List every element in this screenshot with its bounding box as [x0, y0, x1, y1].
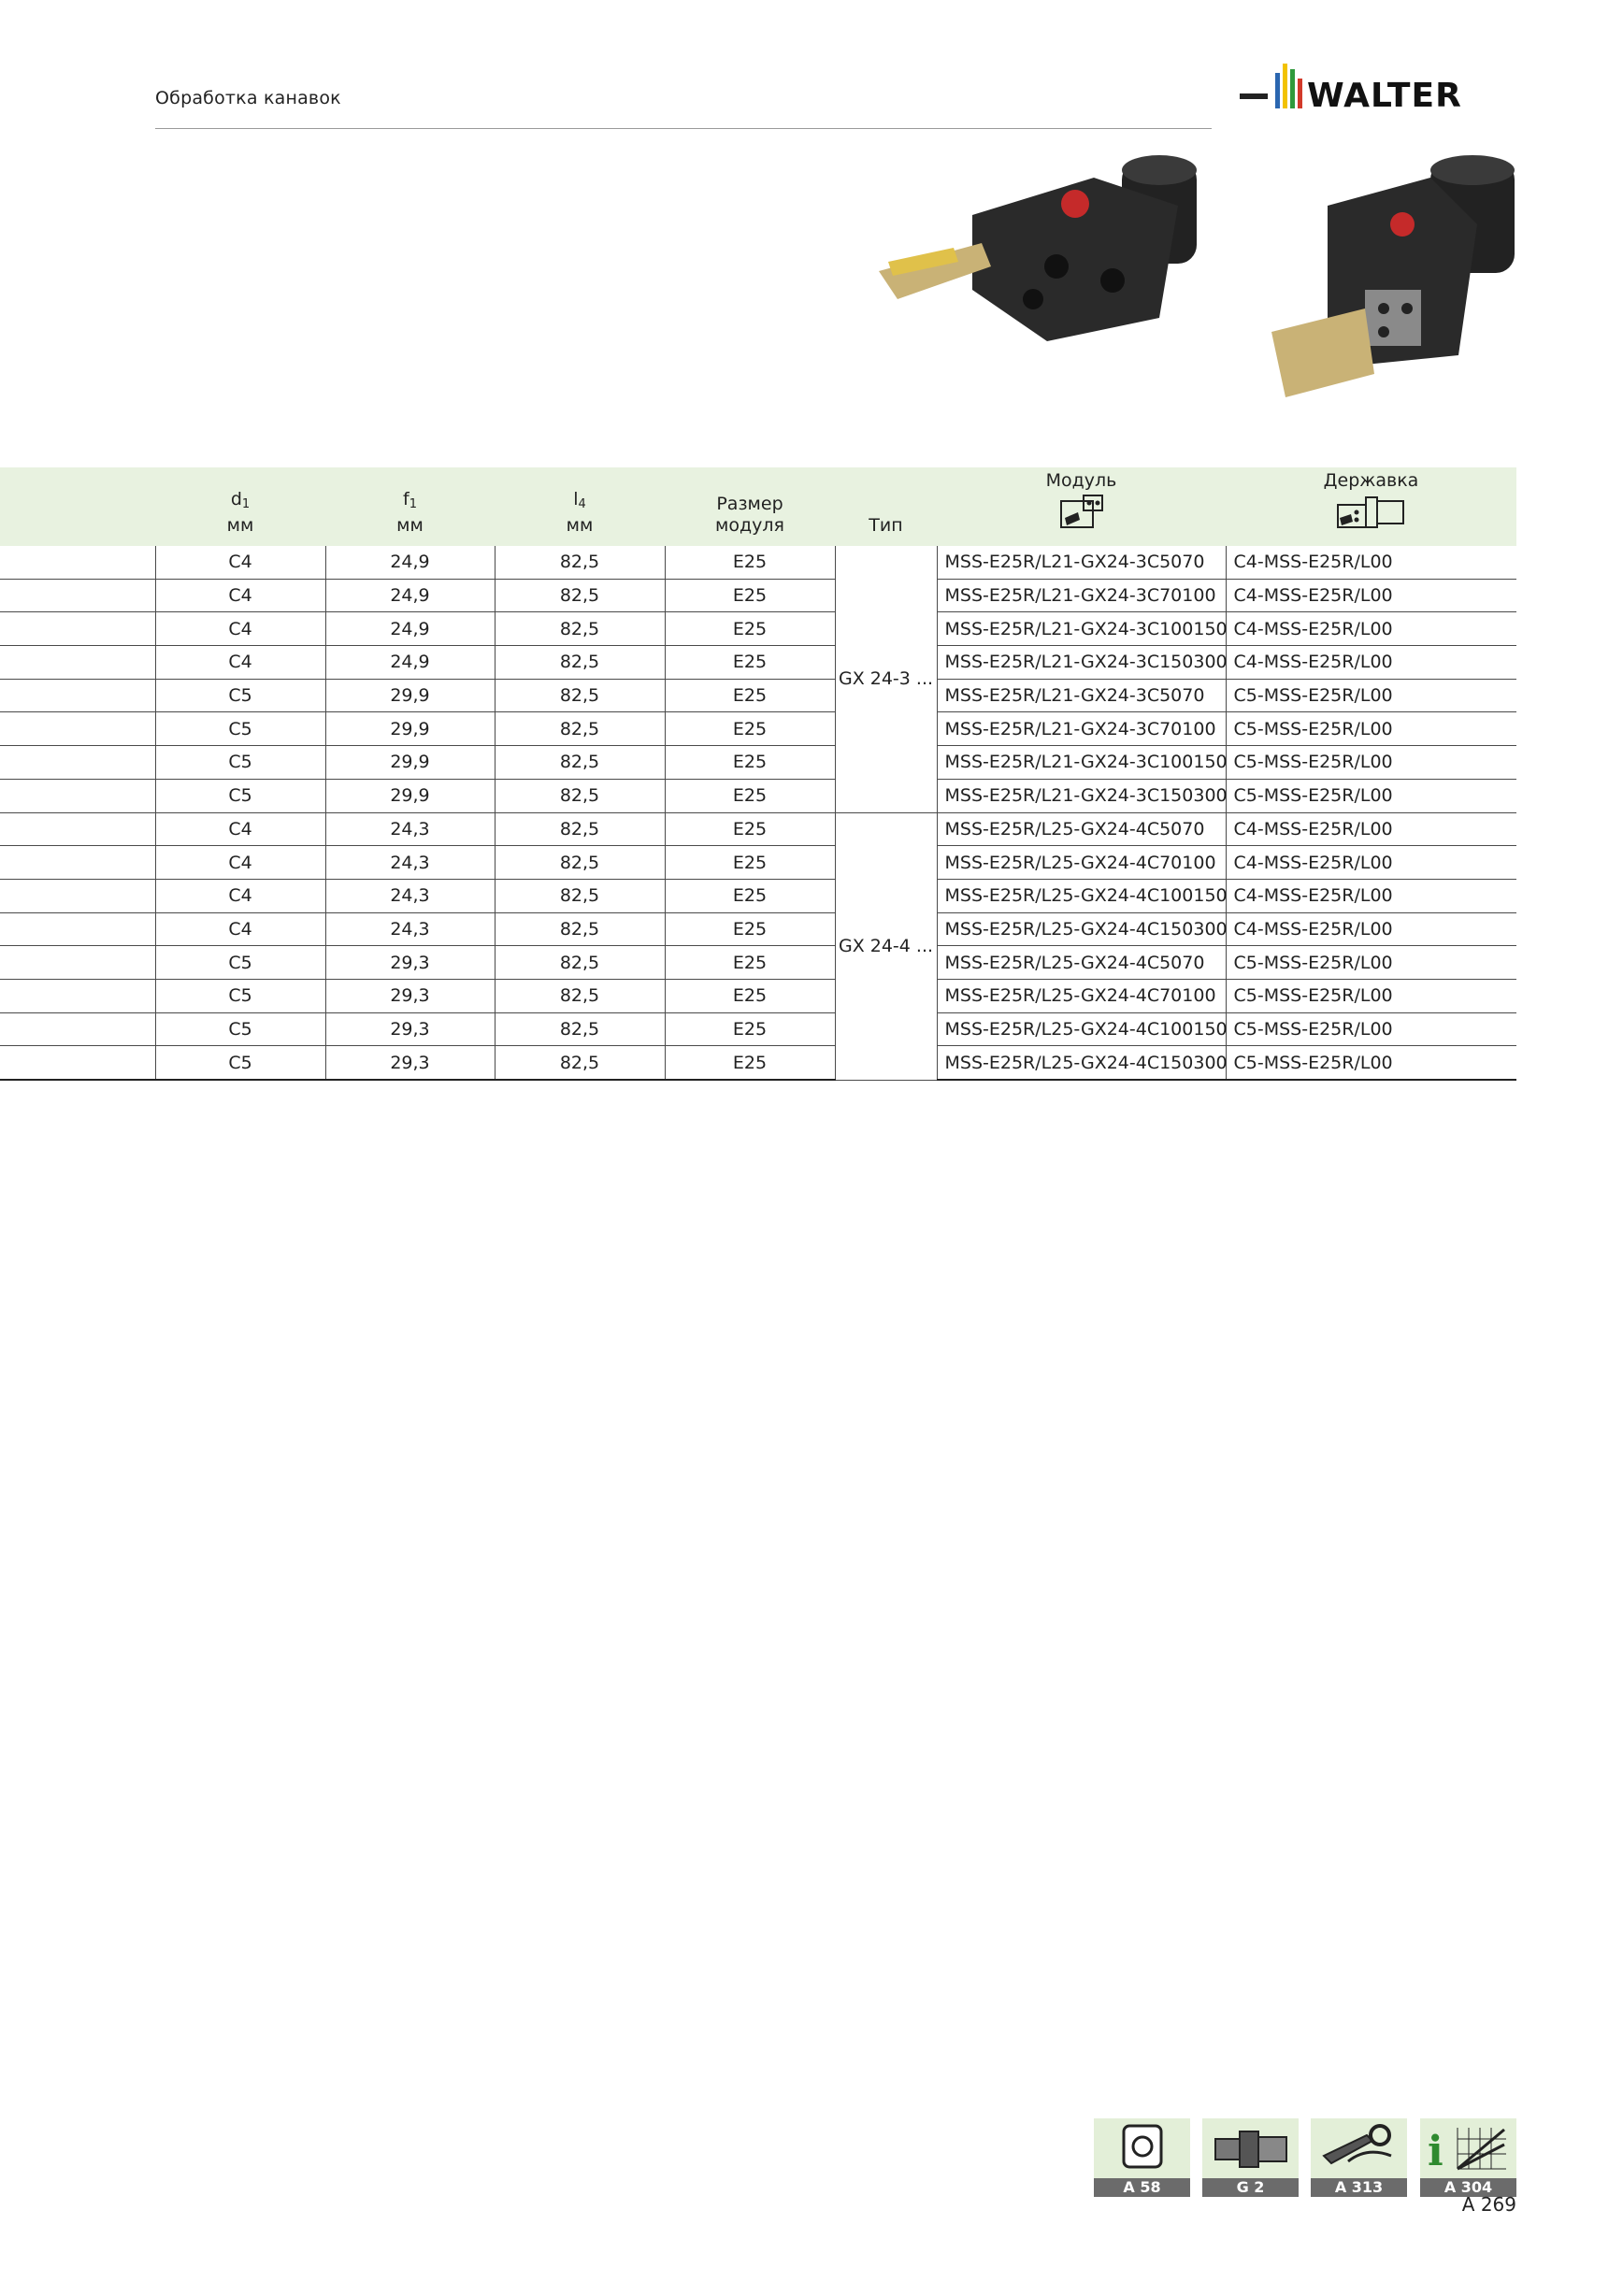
cell-size: E25 [665, 946, 835, 980]
header-l4 [495, 467, 665, 546]
footer-reference-icons [1094, 2118, 1516, 2199]
cell-blank [0, 612, 155, 646]
module-icon [1056, 492, 1108, 531]
cell-size: E25 [665, 846, 835, 880]
cell-l4: 82,5 [495, 979, 665, 1012]
cell-size: E25 [665, 912, 835, 946]
cell-f1: 29,9 [325, 679, 495, 712]
cell-blank [0, 779, 155, 812]
cell-f1: 24,3 [325, 812, 495, 846]
cell-holder: C4-MSS-E25R/L00 [1226, 579, 1516, 612]
cell-d1: C5 [155, 1012, 325, 1046]
table-row [0, 712, 1516, 746]
cell-blank [0, 646, 155, 680]
cell-holder: C4-MSS-E25R/L00 [1226, 546, 1516, 579]
header-l4-label: l [573, 489, 579, 509]
cell-l4: 82,5 [495, 612, 665, 646]
cell-d1: C4 [155, 879, 325, 912]
cell-module: MSS-E25R/L25-GX24-4C70100 [937, 846, 1226, 880]
cell-holder: C5-MSS-E25R/L00 [1226, 779, 1516, 812]
ref-label: A 304 [1420, 2178, 1516, 2197]
cell-blank [0, 579, 155, 612]
cell-d1: C4 [155, 579, 325, 612]
info-chart-icon [1420, 2118, 1516, 2178]
header-d1-sub: 1 [241, 497, 251, 511]
cell-blank [0, 946, 155, 980]
cell-f1: 24,9 [325, 546, 495, 579]
cell-blank [0, 912, 155, 946]
ref-link-a304[interactable] [1420, 2118, 1516, 2199]
cell-f1: 29,3 [325, 1046, 495, 1080]
cell-size: E25 [665, 779, 835, 812]
cell-f1: 29,3 [325, 979, 495, 1012]
cell-d1: C4 [155, 812, 325, 846]
cell-module: MSS-E25R/L25-GX24-4C150300 [937, 912, 1226, 946]
cell-d1: C4 [155, 546, 325, 579]
cell-d1: C5 [155, 779, 325, 812]
product-table [0, 467, 1516, 1081]
header-module [937, 467, 1226, 546]
cell-l4: 82,5 [495, 712, 665, 746]
cell-d1: C5 [155, 946, 325, 980]
table-row [0, 546, 1516, 579]
cell-holder: C4-MSS-E25R/L00 [1226, 912, 1516, 946]
cell-size: E25 [665, 812, 835, 846]
header-module-label: Модуль [1045, 470, 1117, 491]
cell-f1: 29,9 [325, 746, 495, 780]
cell-module: MSS-E25R/L21-GX24-3C70100 [937, 712, 1226, 746]
cell-blank [0, 679, 155, 712]
cell-blank [0, 1012, 155, 1046]
cell-blank [0, 979, 155, 1012]
cell-blank [0, 1046, 155, 1080]
cell-holder: C4-MSS-E25R/L00 [1226, 812, 1516, 846]
cell-holder: C4-MSS-E25R/L00 [1226, 879, 1516, 912]
cell-module: MSS-E25R/L21-GX24-3C5070 [937, 546, 1226, 579]
cell-module: MSS-E25R/L25-GX24-4C100150 [937, 879, 1226, 912]
cell-holder: C5-MSS-E25R/L00 [1226, 1046, 1516, 1080]
cell-d1: C4 [155, 612, 325, 646]
cell-l4: 82,5 [495, 846, 665, 880]
holder-icon [1334, 492, 1409, 531]
cell-blank [0, 846, 155, 880]
header-f1-unit: мм [396, 515, 424, 536]
cell-size: E25 [665, 679, 835, 712]
cell-module: MSS-E25R/L25-GX24-4C100150 [937, 1012, 1226, 1046]
cell-l4: 82,5 [495, 946, 665, 980]
walter-logo [1240, 60, 1516, 118]
cell-l4: 82,5 [495, 812, 665, 846]
cell-module: MSS-E25R/L25-GX24-4C70100 [937, 979, 1226, 1012]
product-photos [879, 150, 1533, 411]
table-row [0, 679, 1516, 712]
cell-holder: C5-MSS-E25R/L00 [1226, 946, 1516, 980]
svg-text:i: i [1428, 2128, 1443, 2175]
header-size-line2: модуля [715, 515, 784, 536]
cell-l4: 82,5 [495, 579, 665, 612]
section-title: Обработка канавок [155, 88, 341, 108]
header-holder-label: Державка [1323, 470, 1419, 491]
header-size-line1: Размер [716, 494, 783, 514]
table-row [0, 879, 1516, 912]
cell-size: E25 [665, 979, 835, 1012]
table-row [0, 746, 1516, 780]
cell-module: MSS-E25R/L21-GX24-3C5070 [937, 679, 1226, 712]
cell-f1: 24,3 [325, 879, 495, 912]
ref-label: A 58 [1094, 2178, 1190, 2197]
header-type [835, 467, 937, 546]
table-row [0, 612, 1516, 646]
cell-l4: 82,5 [495, 679, 665, 712]
header-d1-unit: мм [226, 515, 254, 536]
cell-size: E25 [665, 546, 835, 579]
cell-holder: C4-MSS-E25R/L00 [1226, 846, 1516, 880]
cell-blank [0, 746, 155, 780]
cell-d1: C4 [155, 912, 325, 946]
cell-holder: C5-MSS-E25R/L00 [1226, 1012, 1516, 1046]
table-row [0, 579, 1516, 612]
header-f1-sub: 1 [409, 497, 417, 511]
header-blank [0, 467, 155, 546]
cell-l4: 82,5 [495, 912, 665, 946]
cell-f1: 24,9 [325, 579, 495, 612]
cell-module: MSS-E25R/L25-GX24-4C150300 [937, 1046, 1226, 1080]
cell-module: MSS-E25R/L21-GX24-3C100150 [937, 612, 1226, 646]
cell-size: E25 [665, 879, 835, 912]
cell-f1: 24,3 [325, 912, 495, 946]
cell-module: MSS-E25R/L25-GX24-4C5070 [937, 946, 1226, 980]
table-row [0, 812, 1516, 846]
table-header-row [0, 467, 1516, 546]
cell-blank [0, 546, 155, 579]
cell-module: MSS-E25R/L21-GX24-3C70100 [937, 579, 1226, 612]
cell-d1: C5 [155, 1046, 325, 1080]
table-row [0, 1046, 1516, 1080]
cell-l4: 82,5 [495, 779, 665, 812]
header-f1-label: f [403, 489, 409, 509]
header-f1 [325, 467, 495, 546]
ref-link-a313[interactable] [1311, 2118, 1407, 2199]
header-divider [155, 128, 1212, 129]
cell-module: MSS-E25R/L21-GX24-3C150300 [937, 779, 1226, 812]
cell-size: E25 [665, 1046, 835, 1080]
header-l4-unit: мм [566, 515, 594, 536]
tool-image-right [1271, 155, 1515, 397]
table-row [0, 779, 1516, 812]
cell-f1: 29,9 [325, 779, 495, 812]
header-d1 [155, 467, 325, 546]
cell-d1: C5 [155, 712, 325, 746]
table-row [0, 1012, 1516, 1046]
cell-d1: C5 [155, 746, 325, 780]
table-row [0, 979, 1516, 1012]
cell-f1: 29,3 [325, 946, 495, 980]
cell-l4: 82,5 [495, 546, 665, 579]
cell-l4: 82,5 [495, 879, 665, 912]
cell-holder: C4-MSS-E25R/L00 [1226, 646, 1516, 680]
cell-d1: C5 [155, 979, 325, 1012]
ref-link-g2[interactable] [1202, 2118, 1299, 2199]
header-size [665, 467, 835, 546]
cell-size: E25 [665, 579, 835, 612]
wrench-icon [1311, 2118, 1407, 2178]
table-body [0, 546, 1516, 1080]
cell-f1: 24,9 [325, 646, 495, 680]
table-row [0, 912, 1516, 946]
cell-l4: 82,5 [495, 1046, 665, 1080]
cell-size: E25 [665, 746, 835, 780]
toolholder-icon [1202, 2118, 1299, 2178]
cell-d1: C5 [155, 679, 325, 712]
table-row [0, 946, 1516, 980]
cell-l4: 82,5 [495, 1012, 665, 1046]
cell-f1: 24,9 [325, 612, 495, 646]
cell-size: E25 [665, 646, 835, 680]
cell-holder: C5-MSS-E25R/L00 [1226, 712, 1516, 746]
cell-l4: 82,5 [495, 746, 665, 780]
cell-f1: 24,3 [325, 846, 495, 880]
cell-blank [0, 712, 155, 746]
cell-module: MSS-E25R/L25-GX24-4C5070 [937, 812, 1226, 846]
header-l4-sub: 4 [578, 497, 586, 511]
cell-f1: 29,3 [325, 1012, 495, 1046]
svg-text:WALTER: WALTER [1307, 77, 1462, 115]
cell-module: MSS-E25R/L21-GX24-3C150300 [937, 646, 1226, 680]
cell-holder: C5-MSS-E25R/L00 [1226, 746, 1516, 780]
cell-d1: C4 [155, 646, 325, 680]
header-type-label: Тип [869, 515, 903, 536]
cell-blank [0, 879, 155, 912]
cell-holder: C4-MSS-E25R/L00 [1226, 612, 1516, 646]
table-row [0, 646, 1516, 680]
ref-label: G 2 [1202, 2178, 1299, 2197]
page-number: A 269 [1461, 2193, 1516, 2216]
cell-type: GX 24-4 ... [835, 812, 937, 1080]
table-row [0, 846, 1516, 880]
cell-holder: C5-MSS-E25R/L00 [1226, 679, 1516, 712]
cell-f1: 29,9 [325, 712, 495, 746]
cell-module: MSS-E25R/L21-GX24-3C100150 [937, 746, 1226, 780]
tool-image-left [879, 155, 1197, 341]
cell-l4: 82,5 [495, 646, 665, 680]
cell-size: E25 [665, 612, 835, 646]
ref-label: A 313 [1311, 2178, 1407, 2197]
cell-size: E25 [665, 1012, 835, 1046]
cell-blank [0, 812, 155, 846]
cell-holder: C5-MSS-E25R/L00 [1226, 979, 1516, 1012]
insert-icon [1094, 2118, 1190, 2178]
cell-type: GX 24-3 ... [835, 546, 937, 812]
cell-size: E25 [665, 712, 835, 746]
ref-link-a58[interactable] [1094, 2118, 1190, 2199]
header-holder [1226, 467, 1516, 546]
header-d1-label: d [230, 489, 242, 509]
cell-d1: C4 [155, 846, 325, 880]
